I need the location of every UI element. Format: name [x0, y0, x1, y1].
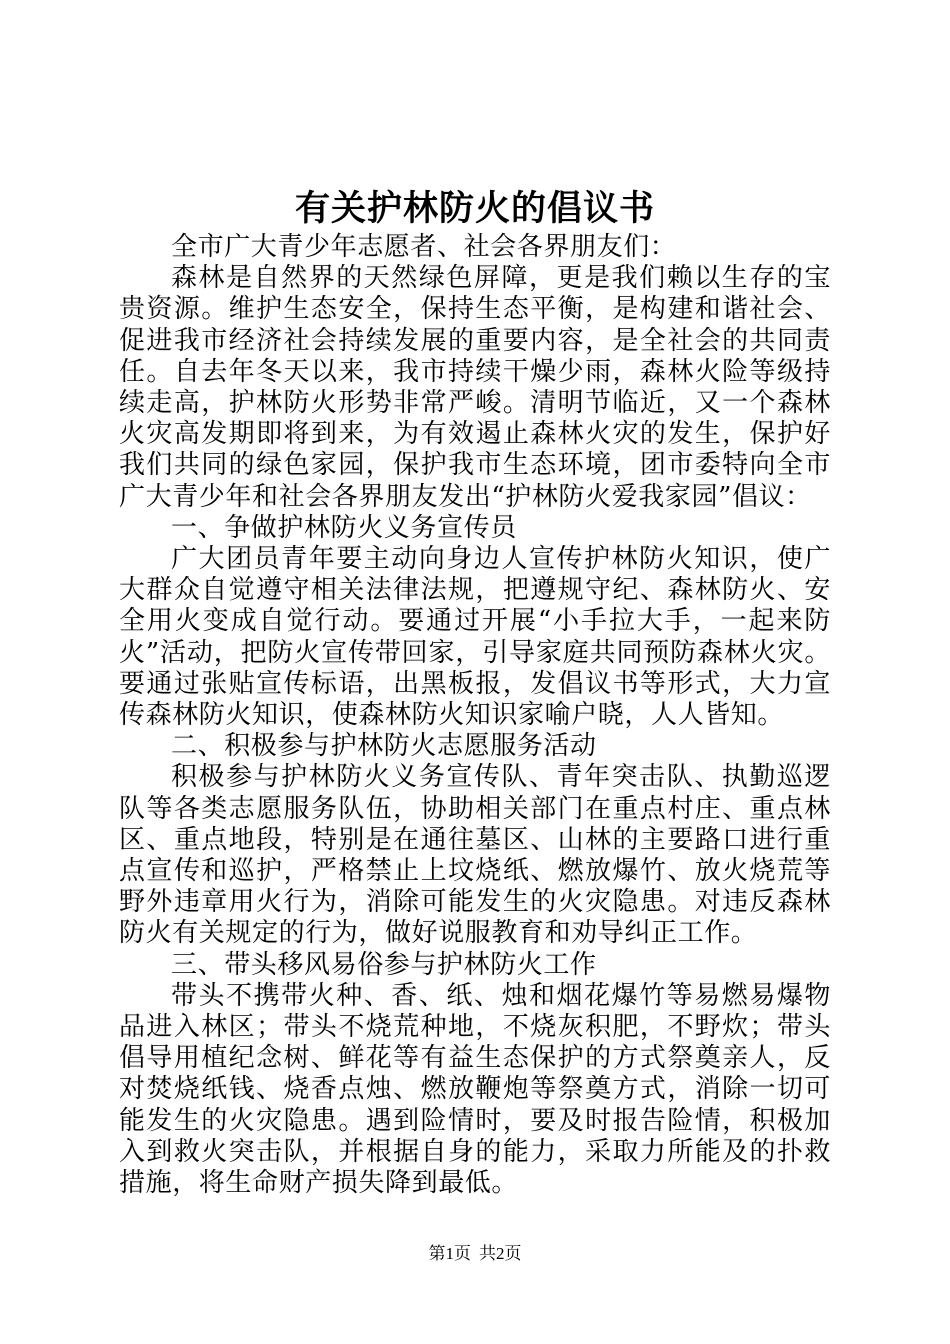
page-number: 第1页 — [428, 1244, 471, 1263]
page-total: 共2页 — [479, 1244, 522, 1263]
section-heading-2: 二、积极参与护林防火志愿服务活动 — [171, 731, 597, 762]
section-heading-3: 三、带头移风易俗参与护林防火工作 — [171, 949, 597, 980]
section-heading-1: 一、争做护林防火义务宣传员 — [171, 512, 517, 543]
paragraph-intro: 森林是自然界的天然绿色屏障，更是我们赖以生存的宝贵资源。维护生态安全，保持生态平衡，是构建和谐社会、促进我市经济社会持续发展的重要内容，是全社会的共同责任。自去年冬天以来，我市持续干燥少雨，森林火险等级持续走高，护林防火形势非常严峻。清明节临近，又一个森林火灾高发期即将到来，为有效遏止森林火灾的发生，保护好我们共同的绿色家园，保护我市生态环境，团市委特向全市广大青少年和社会各界朋友发出“护林防火爱我家园”倡议： — [119, 263, 831, 512]
document-title: 有关护林防火的倡议书 — [294, 188, 655, 229]
salutation: 全市广大青少年志愿者、社会各界朋友们： — [171, 232, 677, 262]
paragraph-section-3: 带头不携带火种、香、纸、烛和烟花爆竹等易燃易爆物品进入林区；带头不烧荒种地，不烧灰积肥，不野炊；带头倡导用植纪念树、鲜花等有益生态保护的方式祭奠亲人，反对焚烧纸钱、烧香点烛、燃放鞭炮等祭奠方式，消除一切可能发生的火灾隐患。遇到险情时，要及时报告险情，积极加入到救火突击队，并根据自身的能力，采取力所能及的扑救措施，将生命财产损失降到最低。 — [119, 980, 831, 1199]
page-footer — [0, 1242, 950, 1266]
paragraph-section-2: 积极参与护林防火义务宣传队、青年突击队、执勤巡逻队等各类志愿服务队伍，协助相关部门在重点村庄、重点林区、重点地段，特别是在通往墓区、山林的主要路口进行重点宣传和巡护，严格禁止上坟烧纸、燃放爆竹、放火烧荒等野外违章用火行为，消除可能发生的火灾隐患。对违反森林防火有关规定的行为，做好说服教育和劝导纠正工作。 — [119, 762, 831, 949]
paragraph-section-1: 广大团员青年要主动向身边人宣传护林防火知识，使广大群众自觉遵守相关法律法规，把遵规守纪、森林防火、安全用火变成自觉行动。要通过开展“小手拉大手，一起来防火”活动，把防火宣传带回家，引导家庭共同预防森林火灾。要通过张贴宣传标语，出黑板报，发倡议书等形式，大力宣传森林防火知识，使森林防火知识家喻户晓，人人皆知。 — [119, 544, 831, 731]
document-body — [119, 232, 831, 1199]
